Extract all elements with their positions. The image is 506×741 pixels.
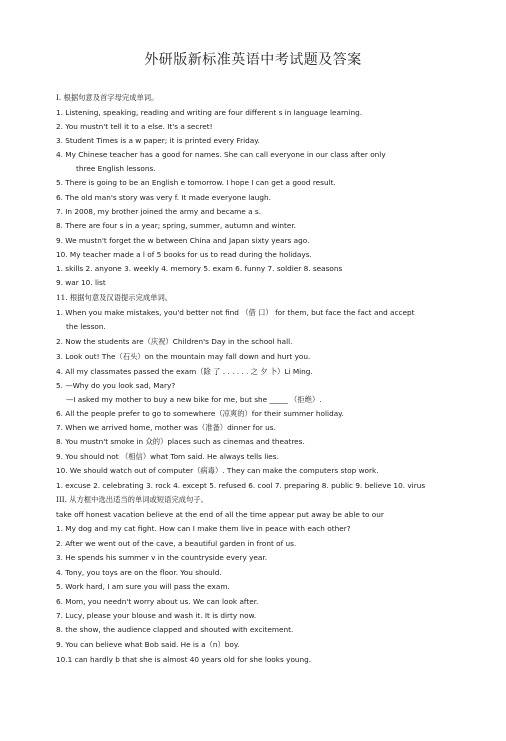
answer-line: 9. war 10. list — [56, 278, 106, 287]
question-line: 2. After we went out of the cave, a beautiful garden in front of us. — [56, 539, 297, 548]
section-1-heading: I. 根据句意及首字母完成单词。 — [56, 93, 159, 102]
question-line: 7. Lucy, please your blouse and wash it. It is dirty now. — [56, 611, 257, 620]
question-line: three English lessons. — [76, 164, 156, 173]
question-line: 6. All the people prefer to go to somewhere（凉爽的）for their summer holiday. — [56, 409, 344, 418]
question-line: 7. In 2008, my brother joined the army and became a s. — [56, 207, 262, 216]
question-line: the lesson. — [66, 322, 106, 331]
question-line: 7. When we arrived home, mother was（准备）dinner for us. — [56, 423, 276, 432]
question-line: 6. The old man's story was very f. It made everyone laugh. — [56, 193, 271, 202]
section-2-heading: 11. 根据句意及汉语提示完成单词。 — [56, 293, 173, 302]
question-line: 8. the show, the audience clapped and shouted with excitement. — [56, 625, 294, 634]
question-line: 6. Mom, you needn't worry about us. We can look after. — [56, 597, 259, 606]
question-line: 3. Look out! The（石头）on the mountain may fall down and hurt you. — [56, 352, 311, 361]
question-line: 5. —Why do you look sad, Mary? — [56, 381, 176, 390]
word-box-line: take off honest vacation believe at the end of all the time appear put away be able to our — [56, 510, 384, 519]
question-line: 2. You mustn't tell it to a else. It's a secret! — [56, 122, 213, 131]
question-line: 3. He spends his summer v in the countryside every year. — [56, 553, 268, 562]
question-line: 8. You mustn't smoke in 众的）places such as cinemas and theatres. — [56, 437, 305, 446]
question-line: 1. When you make mistakes, you'd better not find （借 口） for them, but face the fact and accept — [56, 308, 415, 317]
answer-line: 1. skills 2. anyone 3. weekly 4. memory 5. exam 6. funny 7. soldier 8. seasons — [56, 264, 343, 273]
question-line: 9. You should not （相信）what Tom said. He always tells lies. — [56, 452, 279, 461]
question-line: 1. Listening, speaking, reading and writing are four different s in language learning. — [56, 108, 363, 117]
question-line: 5. Work hard, I am sure you will pass the exam. — [56, 582, 230, 591]
question-line: 10. We should watch out of computer（病毒）. They can make the computers stop work. — [56, 466, 379, 475]
question-line: 9. We mustn't forget the w between China and Japan sixty years ago. — [56, 236, 310, 245]
question-line: 2. Now the students are（庆祝）Children's Day in the school hall. — [56, 337, 293, 346]
document-title: 外研版新标准英语中考试题及答案 — [144, 52, 362, 68]
question-line: 3. Student Times is a w paper; it is printed every Friday. — [56, 136, 260, 145]
question-line: 4. All my classmates passed the exam（除 了 . . . . . . 之 夕 卜）Li Ming. — [56, 367, 313, 376]
question-line: 4. Tony, you toys are on the floor. You should. — [56, 568, 222, 577]
question-line: 5. There is going to be an English e tomorrow. I hope I can get a good result. — [56, 178, 336, 187]
question-line: 9. You can believe what Bob said. He is a（n）boy. — [56, 640, 240, 649]
question-line: 10.1 can hardly b that she is almost 40 years old for she looks young. — [56, 655, 312, 664]
section-3-heading: III. 从方框中选出适当的单词或短语完成句子。 — [56, 495, 208, 504]
question-line: 4. My Chinese teacher has a good for names. She can call everyone in our class after only — [56, 150, 386, 159]
question-line: 10. My teacher made a l of 5 books for us to read during the holidays. — [56, 250, 312, 259]
question-line: —I asked my mother to buy a new bike for me, but she _____ （拒绝）. — [66, 395, 322, 404]
question-line: 8. There are four s in a year; spring, summer, autumn and winter. — [56, 221, 296, 230]
answer-line: 1. excuse 2. celebrating 3. rock 4. except 5. refused 6. cool 7. preparing 8. public 9. believe 10. virus — [56, 481, 426, 490]
question-line: 1. My dog and my cat fight. How can I make them live in peace with each other? — [56, 524, 351, 533]
